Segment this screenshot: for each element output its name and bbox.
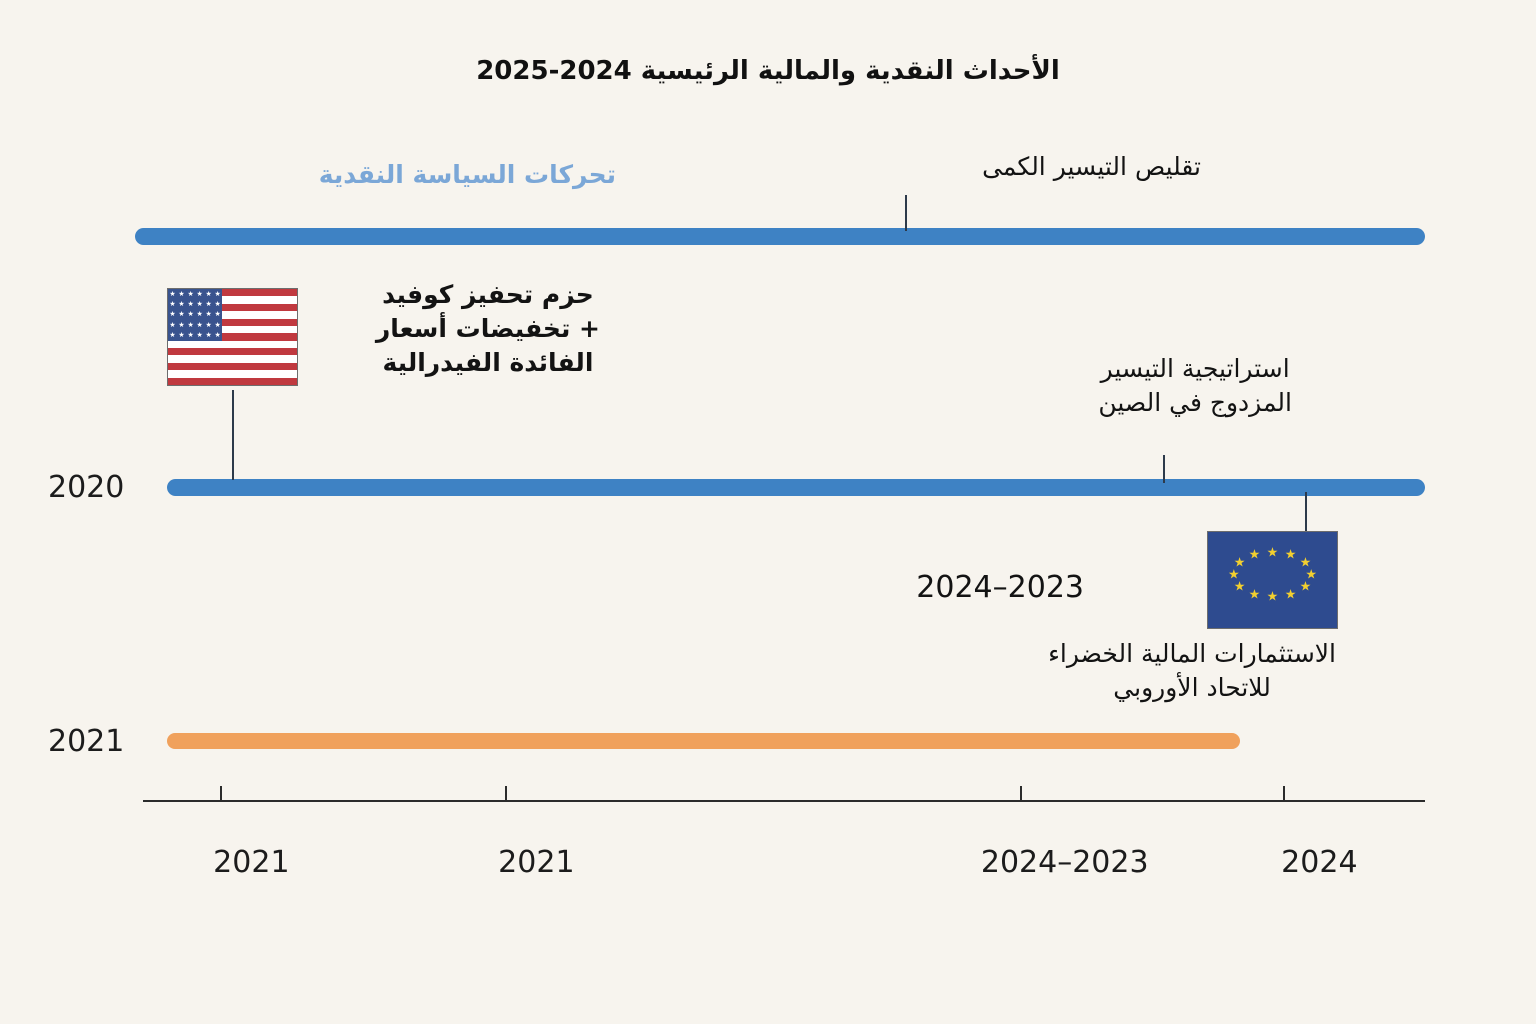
x-axis-tick-3 [1020,786,1022,800]
x-tick-label-4: 2024 [1281,845,1358,880]
annotation-china-easing-line1: استراتيجية التيسير [1100,354,1290,383]
annotation-china-easing [1098,352,1292,420]
leader-line-qe-taper [905,195,907,231]
annotation-us-stimulus-line2: + تخفيضات أسعار [375,313,600,343]
timeline-bar-top [135,228,1425,245]
x-axis-line [143,800,1425,802]
european-union-flag-icon [1207,531,1338,629]
annotation-china-easing-line2: المزدوج في الصين [1098,387,1292,417]
page-title: الأحداث النقدية والمالية الرئيسية 2024-2025 [476,56,1060,86]
y-tick-label-2020: 2020 [48,470,125,505]
x-tick-label-3: 2023–2024 [980,845,1149,880]
annotation-eu-green-line1: الاستثمارات المالية الخضراء [1048,639,1336,668]
annotation-qe-taper [982,150,1201,184]
annotation-qe-taper-text: تقليص التيسير الكمى [982,152,1201,181]
x-tick-label-2: 2021 [498,845,575,880]
annotation-eu-green-investment [1048,637,1336,705]
timeline-bar-middle [167,479,1425,496]
x-axis-tick-2 [505,786,507,800]
annotation-eu-green-line2: للاتحاد الأوروبي [1113,672,1271,702]
x-axis-tick-4 [1283,786,1285,800]
timeline-bar-bottom [167,733,1240,749]
annotation-us-stimulus-line3: الفائدة الفيدرالية [382,347,594,377]
annotation-mid-period: 2023–2024 [916,570,1084,605]
annotation-us-stimulus [376,278,600,379]
legend-monetary-policy: تحركات السياسة النقدية [318,160,616,189]
annotation-us-stimulus-line1: حزم تحفيز كوفيد [382,280,594,309]
united-states-flag-icon [167,288,298,386]
leader-line-china-easing [1163,455,1165,483]
leader-line-eu-green [1305,492,1307,532]
x-axis-tick-1 [220,786,222,800]
x-tick-label-1: 2021 [213,845,290,880]
us-flag-canton: ★ ★ ★ ★ ★ ★ ★ ★ ★ ★ ★ ★ ★ ★ ★ ★ ★ ★ ★ ★ ★ ★ ★ ★ ★ ★ ★ ★ ★ ★ [169,289,221,339]
eu-flag-field: ★ ★ ★ ★ ★ ★ ★ ★ ★ ★ ★ ★ [1208,532,1337,628]
leader-line-us-stimulus [232,390,234,480]
y-tick-label-2021: 2021 [48,724,125,759]
